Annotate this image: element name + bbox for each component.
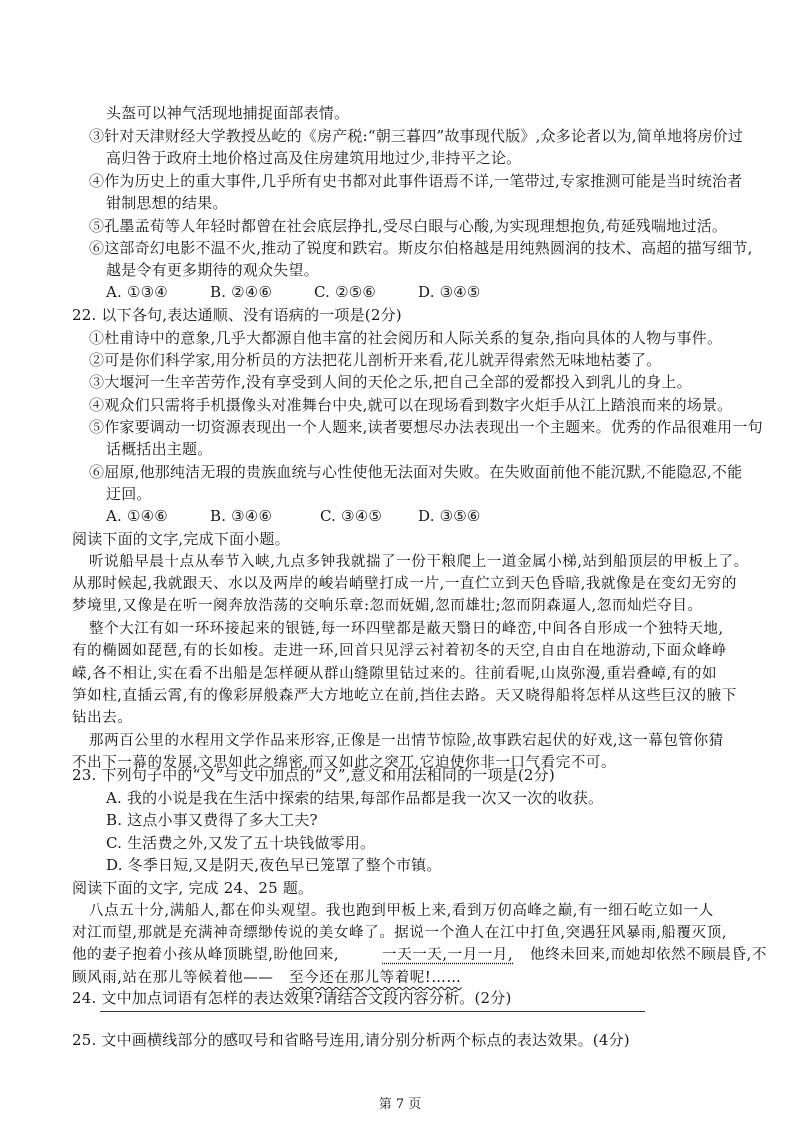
passage-line: 对江而望,那就是充满神奇缥缈传说的美女峰了。据说一个渔人在江中打鱼,突遇狂风暴雨,船覆灭顶, xyxy=(72,925,728,941)
passage-line: 不出下一幕的发展,文思如此之绵密,而又如此之突兀,它迫使你非一口气看完不可。 xyxy=(72,755,617,771)
text-line: ⑥这部奇幻电影不温不火,推动了锐度和跌宕。斯皮尔伯格越是用纯熟圆润的技术、高超的描写细节, xyxy=(89,239,753,257)
text-line: A. 我的小说是我在生活中探索的结果,每部作品都是我一次又一次的收获。 xyxy=(106,789,604,807)
text-line: 22. 以下各句,表达通顺、没有语病的一项是(2分) xyxy=(72,306,402,324)
text-line: ②可是你们科学家,用分析员的方法把花儿剖析开来看,花儿就弄得索然无味地枯萎了。 xyxy=(89,351,662,369)
q21-option-a: A. ①③④ xyxy=(106,283,168,301)
text-line: 阅读下面的文字, 完成 24、25 题。 xyxy=(72,879,314,897)
passage-line: 一天一天,一月一月, xyxy=(382,947,514,963)
text-line: 25. 文中画横线部分的感叹号和省略号连用,请分别分析两个标点的表达效果。(4分) xyxy=(72,1031,630,1049)
text-line: 头盔可以神气活现地捕捉面部表情。 xyxy=(106,104,350,122)
passage-line: 有的椭圆如琵琶,有的长如梭。走进一环,回首只见浮云衬着初冬的天空,自由自在地游动,下面众峰峥 xyxy=(72,643,728,659)
text-line: ⑤孔墨孟荀等人年轻时都曾在社会底层挣扎,受尽白眼与心酸,为实现理想抱负,苟延残喘地过活。 xyxy=(89,217,728,235)
page-number: 第 7 页 xyxy=(378,1097,422,1112)
q21-option-c: C. ②⑤⑥ xyxy=(314,283,377,301)
text-line: 23. 下列句子中的“又”与文中加点的“又”,意义和用法相同的一项是(2分) xyxy=(72,766,555,784)
q22-option-a: A. ①④⑥ xyxy=(106,507,168,525)
text-line: ④观众们只需将手机摄像头对准舞台中央,就可以在现场看到数字火炬手从江上踏浪而来的场景。 xyxy=(89,396,733,414)
text-line: 迂回。 xyxy=(106,485,152,503)
passage-line: 至今还在那儿等着呢!…… xyxy=(289,970,462,986)
text-line: 钳制思想的结果。 xyxy=(106,194,228,212)
passage-line: 那两百公里的水程用文学作品来形容,正像是一出情节惊险,故事跌宕起伏的好戏,这一幕包管你猜 xyxy=(89,733,724,749)
passage-line: 钻出去。 xyxy=(72,710,133,726)
passage-line: 他终未回来,而她却依然不顾晨昏,不 xyxy=(530,947,767,963)
passage-line: 八点五十分,满船人,都在仰头观望。我也跑到甲板上来,看到万仞高峰之巅,有一细石屹立如一人 xyxy=(89,903,714,919)
passage-line: 整个大江有如一环环接起来的银链,每一环四壁都是蔽天翳日的峰峦,中间各自形成一个独特天地, xyxy=(89,621,724,637)
text-line: 阅读下面的文字,完成下面小题。 xyxy=(72,530,290,548)
passage-line: 听说船早晨十点从奉节入峡,九点多钟我就揣了一份干粮爬上一道金属小梯,站到船顶层的甲板上了。 xyxy=(89,554,749,570)
text-line: 越是令有更多期待的观众失望。 xyxy=(106,261,319,279)
passage-line: 梦境里,又像是在听一阕奔放浩荡的交响乐章:忽而妩媚,忽而雄壮;忽而阴森逼人,忽而灿烂夺目。 xyxy=(72,598,703,614)
text-line: ④作为历史上的重大事件,几乎所有史书都对此事件语焉不详,一笔带过,专家推测可能是当时统治者 xyxy=(89,172,743,190)
text-line: 高归咎于政府土地价格过高及住房建筑用地过少,非持平之论。 xyxy=(106,149,522,167)
q21-option-d: D. ③④⑤ xyxy=(418,283,481,301)
q22-options xyxy=(106,506,481,526)
q21-option-b: B. ②④⑥ xyxy=(210,283,273,301)
text-line: ⑤作家要调动一切资源表现出一个人题来,读者要想尽办法表现出一个主题来。优秀的作品很难用一句 xyxy=(89,418,763,436)
q22-option-d: D. ③⑤⑥ xyxy=(418,507,481,525)
text-line: B. 这点小事又费得了多大工夫? xyxy=(106,811,318,829)
q22-option-c: C. ③④⑤ xyxy=(320,507,383,525)
passage-line: 嵘,各不相让,实在看不出船是怎样硬从群山缝隙里钻过来的。往前看呢,山岚弥漫,重岩叠嶂,有的如 xyxy=(72,666,718,682)
passage-line: 顾风雨,站在那儿等候着他—— xyxy=(72,970,274,986)
text-line: ③针对天津财经大学教授丛屹的《房产税:“朝三暮四”故事现代版》,众多论者以为,简单地将房价过 xyxy=(89,127,744,145)
q21-options xyxy=(106,282,481,302)
answer-line xyxy=(100,1011,645,1012)
text-line: ⑥屈原,他那纯洁无瑕的贵族血统与心性使他无法面对失败。在失败面前他不能沉默,不能隐忍,不能 xyxy=(89,463,743,481)
passage-line: 笋如柱,直插云霄,有的像彩屏般森严大方地屹立在前,挡住去路。天又晓得船将怎样从这些巨汉的腋下 xyxy=(72,688,737,704)
text-line: ①杜甫诗中的意象,几乎大都源自他丰富的社会阅历和人际关系的复杂,指向具体的人物与事件。 xyxy=(89,329,723,347)
text-line: D. 冬季日短,又是阴天,夜色早已笼罩了整个市镇。 xyxy=(106,856,442,874)
passage-line: 他的妻子抱着小孩从峰顶眺望,盼他回来, xyxy=(72,947,340,963)
passage-line: 从那时候起,我就跟天、水以及两岸的峻岩峭壁打成一片,一直伫立到天色昏暗,我就像是在变幻无穷的 xyxy=(72,576,737,592)
text-line: C. 生活费之外,又发了五十块钱做零用。 xyxy=(106,834,376,852)
text-line: 24. 文中加点词语有怎样的表达效果?请结合文段内容分析。(2分) xyxy=(72,989,512,1007)
text-line: 话概括出主题。 xyxy=(106,440,213,458)
q22-option-b: B. ③④⑥ xyxy=(210,507,273,525)
text-line: ③大堰河一生辛苦劳作,没有享受到人间的天伦之乐,把自己全部的爱都投入到乳儿的身上。 xyxy=(89,373,692,391)
